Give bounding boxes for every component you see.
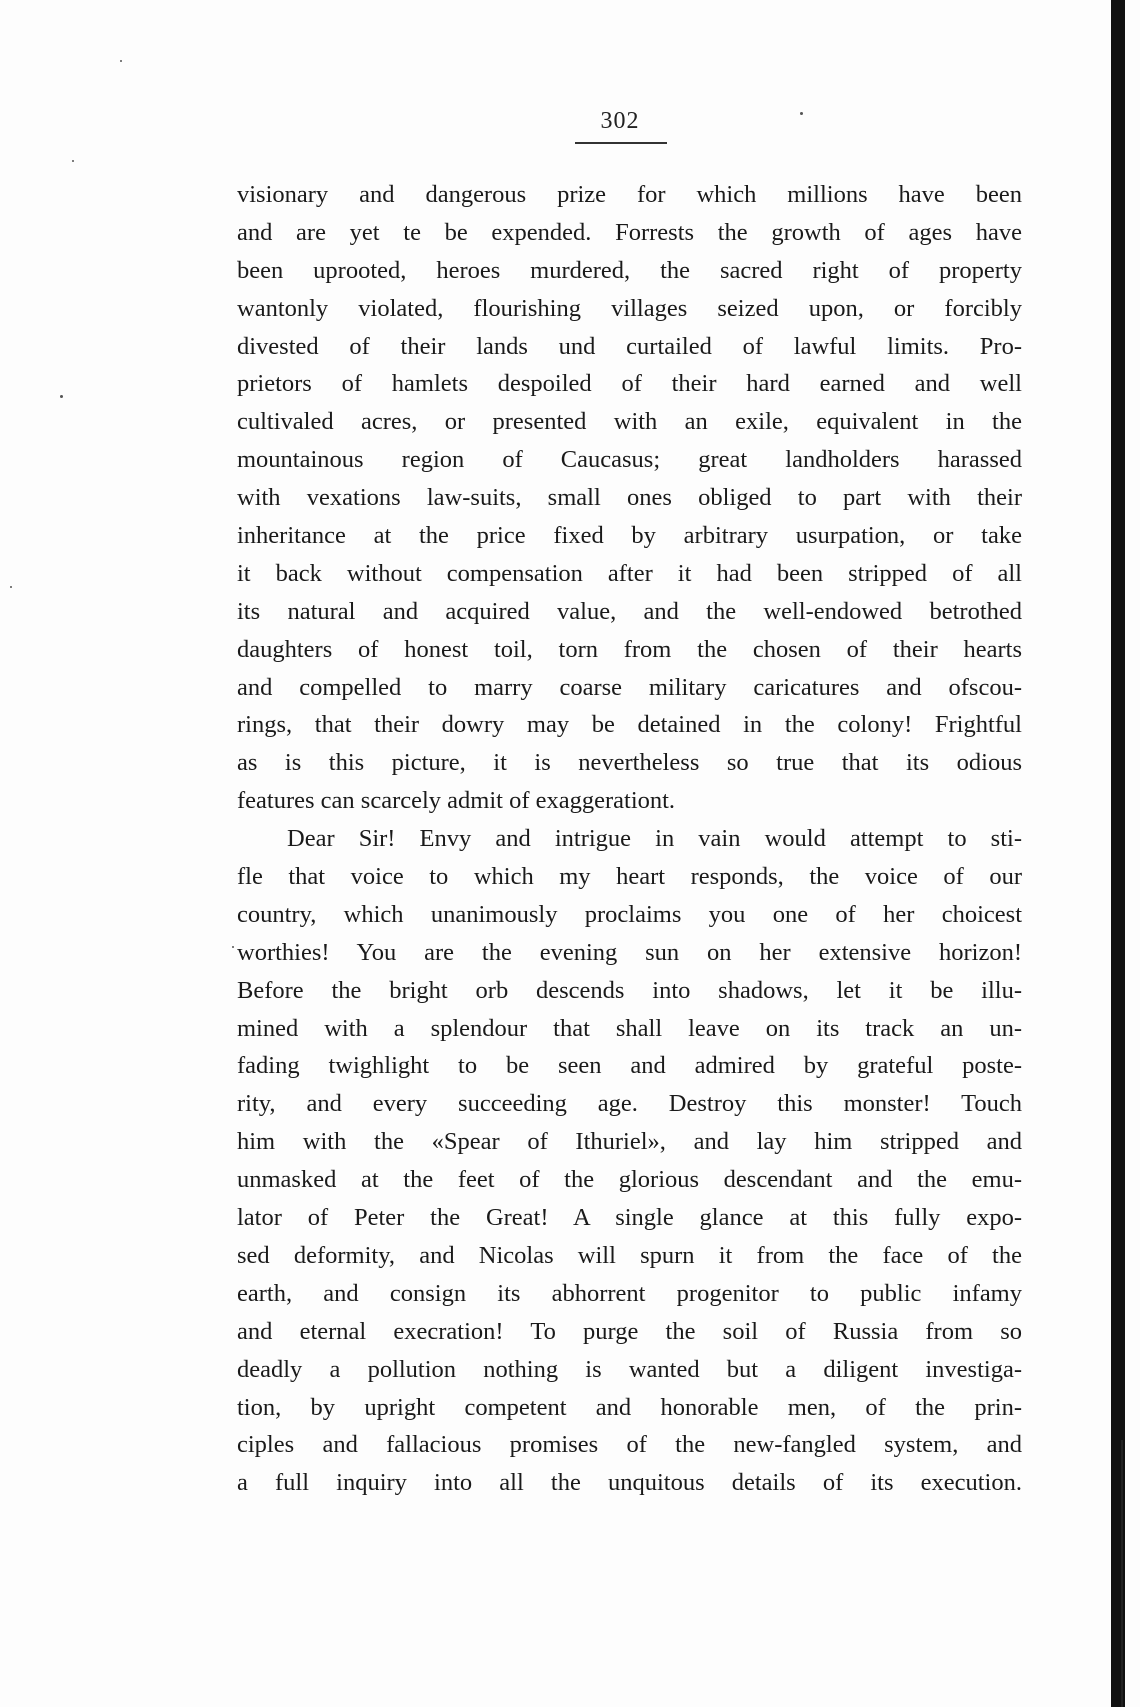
text-line: a full inquiry into all the unquitous details of its execution. — [237, 1469, 1022, 1497]
text-line: divested of their lands und curtailed of lawful limits. Pro- — [237, 332, 1022, 360]
text-line: wantonly violated, flourishing villages seized upon, or forcibly — [237, 294, 1022, 322]
text-line: lator of Peter the Great! A single glance at this fully expo- — [237, 1204, 1022, 1232]
text-line: country, which unanimously proclaims you one of her choicest — [237, 900, 1022, 928]
text-line: sed deformity, and Nicolas will spurn it from the face of the — [237, 1241, 1022, 1269]
text-line: with vexations law-suits, small ones obliged to part with their — [237, 484, 1022, 512]
text-line: ciples and fallacious promises of the new-fangled system, and — [237, 1431, 1022, 1459]
text-line: inheritance at the price fixed by arbitrary usurpation, or take — [237, 522, 1022, 550]
text-line: and eternal execration! To purge the soil of Russia from so — [237, 1317, 1022, 1345]
paragraph-2 — [237, 820, 1022, 1502]
paragraph-1 — [237, 176, 1022, 820]
text-line: and compelled to marry coarse military caricatures and ofscou- — [237, 673, 1022, 701]
text-line: mined with a splendour that shall leave on its track an un- — [237, 1014, 1022, 1042]
speck — [72, 160, 74, 162]
speck — [60, 395, 63, 398]
speck — [232, 946, 234, 948]
text-line: been uprooted, heroes murdered, the sacred right of property — [237, 256, 1022, 284]
text-line: and are yet te be expended. Forrests the growth of ages have — [237, 218, 1022, 246]
page-number-rule — [575, 142, 667, 144]
text-line: rings, that their dowry may be detained in the colony! Frightful — [237, 711, 1022, 739]
text-line: tion, by upright competent and honorable men, of the prin- — [237, 1393, 1022, 1421]
text-line: prietors of hamlets despoiled of their hard earned and well — [237, 370, 1022, 398]
text-line: its natural and acquired value, and the well-endowed betrothed — [237, 597, 1022, 625]
body-text — [237, 176, 1022, 1502]
text-line: cultivaled acres, or presented with an exile, equivalent in the — [237, 408, 1022, 436]
text-line: visionary and dangerous prize for which millions have been — [237, 181, 1022, 208]
text-line: Before the bright orb descends into shadows, let it be illu- — [237, 976, 1022, 1004]
text-line: fle that voice to which my heart responds, the voice of our — [237, 863, 1022, 891]
text-line: as is this picture, it is nevertheless so true that its odious — [237, 749, 1022, 777]
text-line: unmasked at the feet of the glorious descendant and the emu- — [237, 1166, 1022, 1194]
speck — [800, 112, 803, 115]
text-line: Dear Sir! Envy and intrigue in vain would attempt to sti- — [287, 825, 1022, 853]
text-line: mountainous region of Caucasus; great landholders harassed — [237, 446, 1022, 474]
speck — [120, 60, 122, 62]
page-number: 302 — [600, 108, 640, 134]
text-line: it back without compensation after it had been stripped of all — [237, 559, 1022, 587]
text-line: fading twighlight to be seen and admired by grateful poste- — [237, 1052, 1022, 1080]
text-line: deadly a pollution nothing is wanted but a diligent investiga- — [237, 1355, 1022, 1383]
page-edge-line — [1121, 1440, 1123, 1707]
text-line: worthies! You are the evening sun on her extensive horizon! — [237, 938, 1022, 966]
text-line: rity, and every succeeding age. Destroy this monster! Touch — [237, 1090, 1022, 1118]
text-line: him with the «Spear of Ithuriel», and lay him stripped and — [237, 1128, 1022, 1156]
text-line: features can scarcely admit of exaggerationt. — [237, 787, 676, 815]
text-line: earth, and consign its abhorrent progenitor to public infamy — [237, 1279, 1022, 1307]
speck — [10, 586, 12, 588]
text-line: daughters of honest toil, torn from the chosen of their hearts — [237, 635, 1022, 663]
